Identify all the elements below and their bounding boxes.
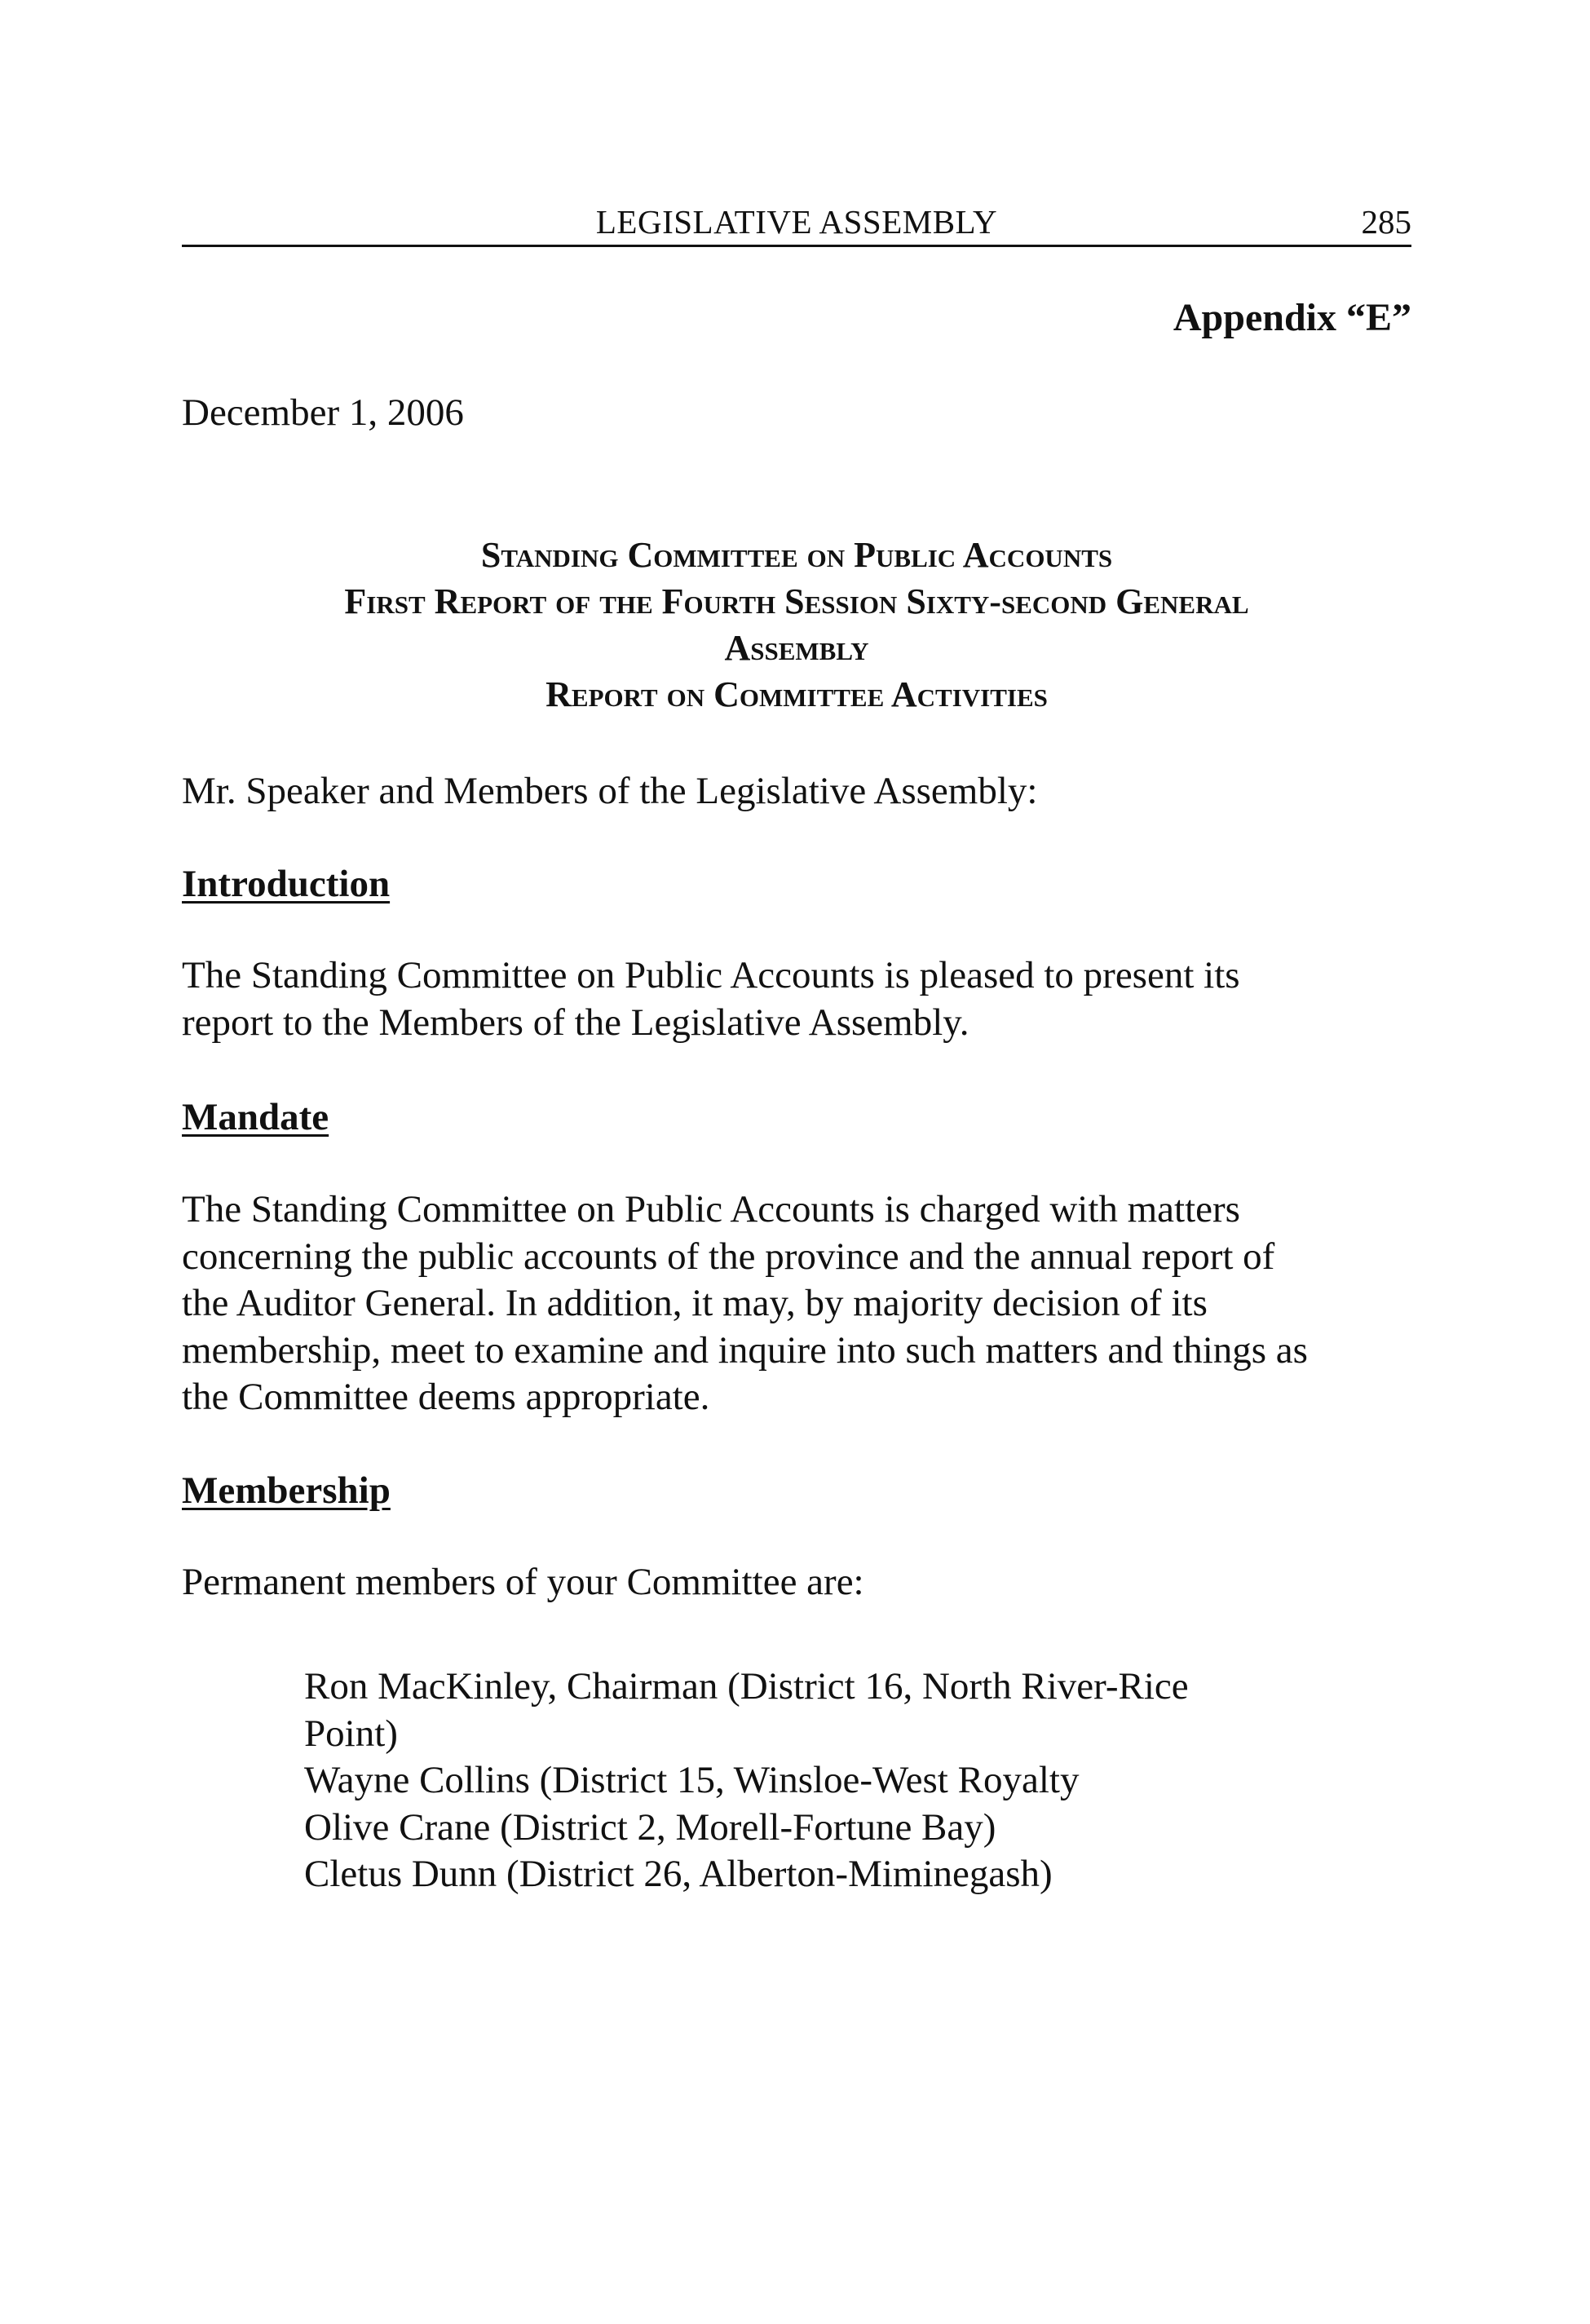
introduction-paragraph — [182, 952, 1411, 1046]
membership-intro: Permanent members of your Committee are: — [182, 1561, 864, 1603]
paragraph-line: membership, meet to examine and inquire into such matters and things as — [182, 1328, 1308, 1372]
paragraph-line: The Standing Committee on Public Accounts is charged with matters — [182, 1188, 1240, 1230]
salutation: Mr. Speaker and Members of the Legislative Assembly: — [182, 770, 1038, 812]
title-line: First Report of the Fourth Session Sixty-second General — [344, 581, 1249, 621]
member-line: Cletus Dunn (District 26, Alberton-Miminegash) — [304, 1853, 1053, 1895]
page-number: 285 — [1361, 203, 1411, 241]
paragraph-line: the Auditor General. In addition, it may, by majority decision of its — [182, 1282, 1208, 1324]
report-title — [182, 532, 1411, 718]
introduction-heading: Introduction — [182, 863, 391, 905]
member-line: Wayne Collins (District 15, Winsloe-West Royalty — [304, 1759, 1080, 1801]
paragraph-line: report to the Members of the Legislative Assembly. — [182, 1001, 969, 1044]
paragraph-line: The Standing Committee on Public Accounts is pleased to present its — [182, 954, 1240, 996]
appendix-label: Appendix “E” — [1173, 296, 1411, 339]
title-line: Report on Committee Activities — [545, 674, 1048, 714]
mandate-paragraph — [182, 1186, 1411, 1421]
member-list — [304, 1663, 1411, 1898]
report-date: December 1, 2006 — [182, 391, 464, 434]
member-line: Olive Crane (District 2, Morell-Fortune Bay) — [304, 1805, 996, 1849]
title-line: Assembly — [724, 628, 869, 668]
running-title: LEGISLATIVE ASSEMBLY — [595, 203, 998, 241]
running-header — [182, 199, 1411, 247]
mandate-heading: Mandate — [182, 1096, 329, 1138]
paragraph-line: the Committee deems appropriate. — [182, 1376, 710, 1418]
member-line: Point) — [304, 1712, 398, 1755]
member-line: Ron MacKinley, Chairman (District 16, North River-Rice — [304, 1665, 1189, 1708]
title-line: Standing Committee on Public Accounts — [480, 535, 1113, 575]
membership-heading: Membership — [182, 1469, 391, 1512]
document-page — [182, 0, 1411, 2324]
paragraph-line: concerning the public accounts of the province and the annual report of — [182, 1235, 1275, 1278]
